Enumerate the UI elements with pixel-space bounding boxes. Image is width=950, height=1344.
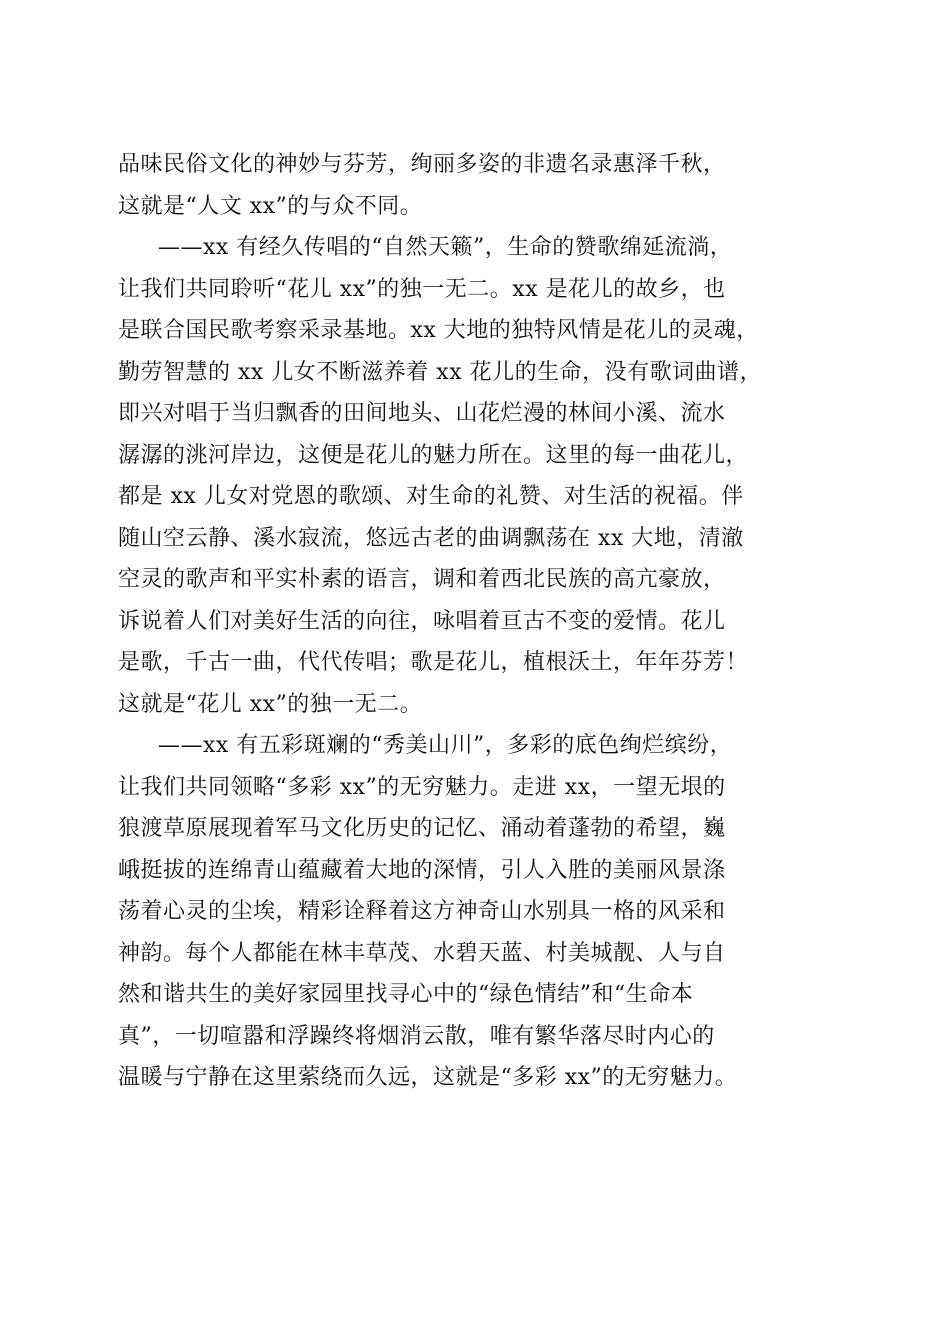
text-line: 让我们共同聆听“花儿 xx”的独一无二。xx 是花儿的故乡，也 [118,276,726,302]
text-line: 峨挺拔的连绵青山蕴藏着大地的深情，引人入胜的美丽风景涤 [118,857,726,883]
text-line: 荡着心灵的尘埃，精彩诠释着这方神奇山水别具一格的风采和 [118,899,726,924]
paragraph-start-line: ——xx 有经久传唱的“自然天籁”，生命的赞歌绵延流淌， [158,235,733,260]
text-line: 然和谐共生的美好家园里找寻心中的“绿色情结”和“生命本 [118,982,694,1007]
text-line: 是联合国民歌考察采录基地。xx 大地的独特风情是花儿的灵魂， [118,318,759,343]
text-line: 勤劳智慧的 xx 儿女不断滋养着 xx 花儿的生命，没有歌词曲谱， [118,359,763,385]
text-line: 都是 xx 儿女对党恩的歌颂、对生命的礼赞、对生活的祝福。伴 [118,484,744,509]
body-text [118,144,838,1099]
text-line: 随山空云静、溪水寂流，悠远古老的曲调飘荡在 xx 大地，清澈 [118,525,744,551]
text-line: 这就是“花儿 xx”的独一无二。 [118,691,423,717]
text-line: 空灵的歌声和平实朴素的语言，调和着西北民族的高亢豪放， [118,567,726,592]
text-line: 是歌，千古一曲，代代传唱；歌是花儿，植根沃土，年年芬芳！ [118,650,749,675]
text-line: 诉说着人们对美好生活的向往，咏唱着亘古不变的爱情。花儿 [118,608,726,634]
text-line: 狼渡草原展现着军马文化历史的记忆、涌动着蓬勃的希望，巍 [118,816,726,841]
text-line: 温暖与宁静在这里萦绕而久远，这就是“多彩 xx”的无穷魅力。 [118,1065,738,1090]
text-line: 即兴对唱于当归飘香的田间地头、山花烂漫的林间小溪、流水 [118,401,726,426]
paragraph-start-line: ——xx 有五彩斑斓的“秀美山川”，多彩的底色绚烂缤纷， [158,733,733,758]
text-line: 神韵。每个人都能在林丰草茂、水碧天蓝、村美城靓、人与自 [118,940,726,966]
text-line: 让我们共同领略“多彩 xx”的无穷魅力。走进 xx，一望无垠的 [118,774,726,800]
text-line: 这就是“人文 xx”的与众不同。 [118,193,423,219]
text-line: 品味民俗文化的神妙与芬芳，绚丽多姿的非遗名录惠泽千秋， [118,152,726,177]
text-line: 真”，一切喧嚣和浮躁终将烟消云散，唯有繁华落尽时内心的 [118,1023,715,1049]
text-line: 潺潺的洮河岸边，这便是花儿的魅力所在。这里的每一曲花儿， [118,442,749,468]
